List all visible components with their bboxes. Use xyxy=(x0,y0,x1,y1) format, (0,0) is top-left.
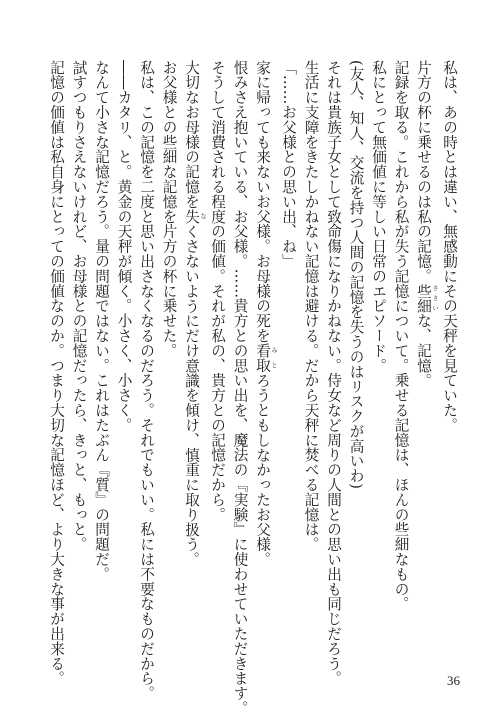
text-line: それは貴族子女として致命傷になりかねない。侍女など周りの人間との思い出も同じだろう。 xyxy=(325,60,342,686)
page-number: 36 xyxy=(447,673,460,688)
text-line: 恨みさえ抱いている、お父様。……貴方との思い出を、魔法の『実験』に使わせていただきます。 xyxy=(231,60,249,716)
text-line: 私にとって無価値に等しい日常のエピソード。 xyxy=(370,60,387,373)
text-line: 私は、この記憶を二度と思い出さなくなるのだろう。それでもいい。私には不要なものだから。 xyxy=(138,60,155,701)
text-line: お父様との些細な記憶を片方の杯に乗せた。 xyxy=(160,60,178,358)
text-line: 記録を取る。これから私が失う記憶について。乗せる記憶は、ほんの些細なもの。 xyxy=(392,60,410,612)
text-line: 生活に支障をきたしかねない記憶は避ける。だから天秤に焚べる記憶は。 xyxy=(302,60,320,552)
text-line: 記憶の価値は私自身にとっての価値なのか。つまり大切な記憶ほど、より大きな事が出来る。 xyxy=(48,60,65,686)
text-line: なんて小さな記憶だろう。量の問題ではない。これはたぶん『質』の問題だ。 xyxy=(93,60,110,582)
text-line: 「……お父様との思い出、ね」 xyxy=(280,60,297,269)
text-line: 私は、あの時とは違い、無感動にその天秤を見ていた。 xyxy=(441,60,458,433)
text-line: 片方の杯に乗せるのは私の記憶。些細 ささいな、記憶。 xyxy=(415,60,438,388)
text-line: 大切なお母様の記憶を失 なくさないようにだけ意識を傾け、慎重に取り扱う。 xyxy=(183,60,206,567)
text-line: ――カタリ、と。黄金の天秤が傾く。小さく、小さく。 xyxy=(115,60,133,433)
text-line: (友人、知人、交流を持つ人間の記憶を失うのはリスクが高いわ) xyxy=(347,60,365,490)
text-line: 試すつもりさえないけれど、お母様との記憶だったら、きっと、もっと。 xyxy=(70,60,88,552)
text-line: そうして消費される程度の価値。それが私の、貴方との記憶だから。 xyxy=(209,60,226,522)
text-line: 家に帰っても来ないお父様。お母様の死を看取 みとろうともしなかったお父様。 xyxy=(254,60,277,567)
